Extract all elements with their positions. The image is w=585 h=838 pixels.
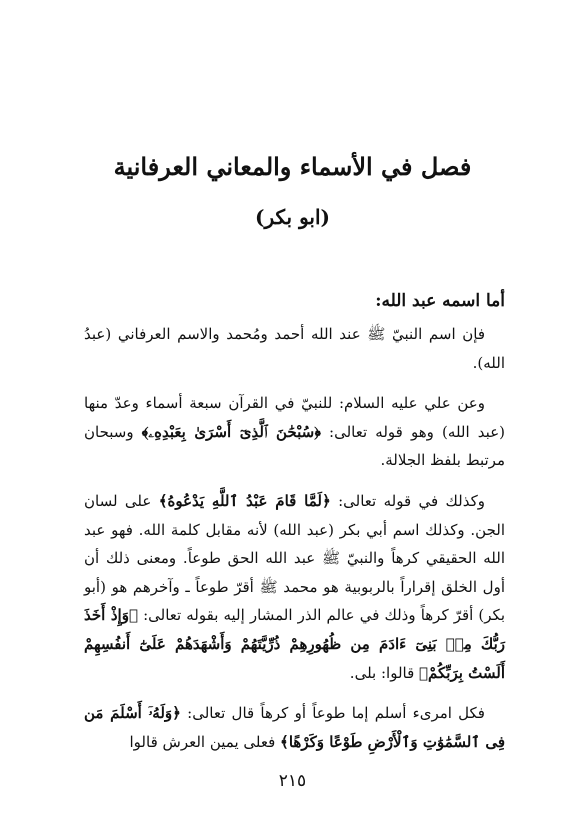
section-heading: أما اسمه عبد الله: (375, 291, 505, 311)
body-text (84, 320, 505, 768)
quran-quote: ﴿وَلَهُۥٓ أَسْلَمَ مَن فِى ٱلسَّمَٰوَٰتِ وَٱلْأَرْضِ طَوْعًا وَكَرْهًا﴾ (84, 704, 505, 751)
text-segment: وعن علي عليه السلام: للنبيّ في القرآن سبعة أسماء وعدّ منها (عبد الله) وهو قوله تعالى: (84, 394, 506, 441)
text-segment: فإن اسم النبيّ ﷺ عند الله أحمد ومُحمد والاسم العرفاني (عبدُ الله). (84, 325, 505, 372)
text-segment: قالوا: بلى. (349, 663, 420, 682)
paragraph-4 (84, 699, 505, 756)
text-segment: فعلى يمين العرش قالوا (129, 732, 281, 751)
paragraph-1 (84, 320, 505, 377)
text-segment: وكذلك في قوله تعالى: (330, 491, 485, 510)
quran-quote: ﴿لَمَّا قَامَ عَبْدُ ٱللَّهِ يَدْعُوهُ﴾ (158, 491, 331, 510)
text-segment: فكل امرىء أسلم إما طوعاً أو كرهاً قال تعالى: (180, 704, 485, 723)
text-segment: على لسان الجن. وكذلك اسم أبي بكر (عبد الله) لأنه مقابل كلمة الله. فهو عبد الله الحقيقي كرهاً والنبيّ ﷺ عبد الله الحق طوعاً. ومعنى ذلك أن أول الخلق إقراراً بالربوبية هو محمد ﷺ أقرّ طوعاً ـ وآخرهم هو (أبو بكر) أقرّ كرهاً وذلك في عالم الذر المشار إليه بقوله تعالى: (84, 491, 505, 625)
quran-quote: ﴿سُبْحَٰنَ ٱلَّذِىٓ أَسْرَىٰ بِعَبْدِهِۦ﴾ (141, 422, 321, 441)
paragraph-2 (84, 389, 505, 475)
paragraph-3 (84, 487, 505, 687)
page-number: ٢١٥ (278, 771, 307, 791)
quran-quote: ﴿وَإِذْ أَخَذَ رَبُّكَ مِنۢ بَنِىٓ ءَادَمَ مِن ظُهُورِهِمْ ذُرِّيَّتَهُمْ وَأَشْهَدَهُمْ عَلَىٰٓ أَنفُسِهِمْ أَلَسْتُ بِرَبِّكُمْ﴾ (84, 606, 505, 682)
text-segment: وسبحان مرتبط بلفظ الجلالة. (84, 422, 505, 470)
chapter-subtitle: (ابو بكر) (255, 205, 330, 229)
chapter-title: فصل في الأسماء والمعاني العرفانية (113, 152, 472, 181)
